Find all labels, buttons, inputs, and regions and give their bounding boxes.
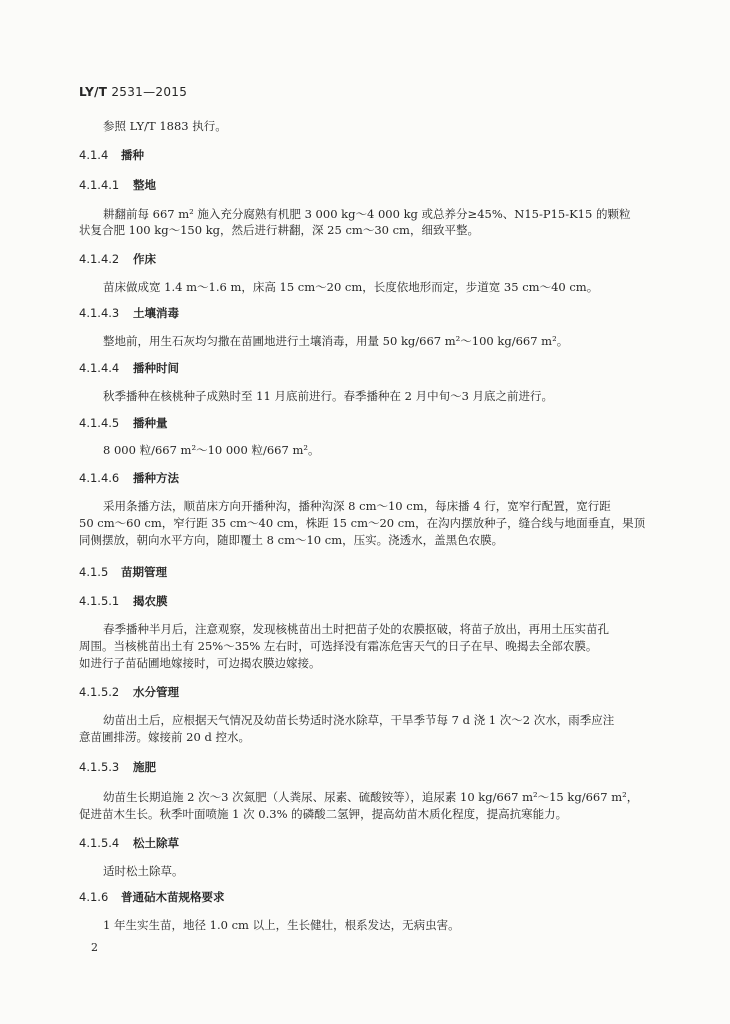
section-heading-4-1-5-1 <box>79 596 168 608</box>
section-heading-4-1-5-4 <box>79 838 179 850</box>
paragraph-line: 耕翻前每 667 m² 施入充分腐熟有机肥 3 000 kg～4 000 kg 或总养分≥45%、N15-P15-K15 的颗粒 <box>103 207 631 221</box>
paragraph-line: 整地前，用生石灰均匀撒在苗圃地进行土壤消毒，用量 50 kg/667 m²～100 kg/667 m²。 <box>103 334 569 348</box>
section-number: 4.1.5.3 <box>79 760 120 774</box>
section-number: 4.1.4.6 <box>79 471 120 485</box>
section-title: 普通砧木苗规格要求 <box>121 890 225 904</box>
paragraph-line: 幼苗生长期追施 2 次～3 次氮肥（人粪尿、尿素、硫酸铵等），追尿素 10 kg/667 m²～15 kg/667 m²， <box>103 790 639 804</box>
section-heading-4-1-5-3 <box>79 762 156 774</box>
section-heading-4-1-5-2 <box>79 687 179 699</box>
section-heading-4-1-4-6 <box>79 473 179 485</box>
paragraph-line: 状复合肥 100 kg～150 kg，然后进行耕翻，深 25 cm～30 cm，细致平整。 <box>79 223 479 237</box>
section-title: 水分管理 <box>133 685 179 699</box>
paragraph-line: 周围。当核桃苗出土有 25%～35% 左右时，可选择没有霜冻危害天气的日子在早、晚揭去全部农膜。 <box>79 639 598 653</box>
section-number: 4.1.4 <box>79 148 109 162</box>
standard-header <box>79 85 187 99</box>
section-title: 松土除草 <box>133 836 179 850</box>
section-title: 播种时间 <box>133 361 179 375</box>
section-title: 土壤消毒 <box>133 306 179 320</box>
section-heading-4-1-4 <box>79 150 144 162</box>
paragraph-line: 如进行子苗砧圃地嫁接时，可边揭农膜边嫁接。 <box>79 656 321 670</box>
section-heading-4-1-4-5 <box>79 418 168 430</box>
section-heading-4-1-5 <box>79 567 167 579</box>
paragraph-line: 意苗圃排涝。嫁接前 20 d 控水。 <box>79 730 250 744</box>
section-heading-4-1-6 <box>79 892 225 904</box>
section-heading-4-1-4-1 <box>79 180 156 192</box>
section-title: 苗期管理 <box>121 565 167 579</box>
section-number: 4.1.4.3 <box>79 306 120 320</box>
section-heading-4-1-4-4 <box>79 363 179 375</box>
section-number: 4.1.4.4 <box>79 361 120 375</box>
reference-line: 参照 LY/T 1883 执行。 <box>103 119 227 133</box>
paragraph-line: 50 cm～60 cm，窄行距 35 cm～40 cm，株距 15 cm～20 cm，在沟内摆放种子，缝合线与地面垂直，果顶 <box>79 516 646 530</box>
section-number: 4.1.5.4 <box>79 836 120 850</box>
paragraph-line: 春季播种半月后，注意观察，发现核桃苗出土时把苗子处的农膜抠破，将苗子放出，再用土压实苗孔 <box>103 622 609 636</box>
section-title: 播种 <box>121 148 144 162</box>
section-title: 整地 <box>133 178 156 192</box>
section-number: 4.1.6 <box>79 890 109 904</box>
paragraph-line: 苗床做成宽 1.4 m～1.6 m，床高 15 cm～20 cm，长度依地形而定，步道宽 35 cm～40 cm。 <box>103 280 599 294</box>
section-title: 揭农膜 <box>133 594 168 608</box>
section-number: 4.1.4.1 <box>79 178 120 192</box>
section-number: 4.1.4.5 <box>79 416 120 430</box>
standard-code: LY/T <box>79 85 108 99</box>
paragraph-line: 幼苗出土后，应根据天气情况及幼苗长势适时浇水除草，干旱季节每 7 d 浇 1 次～2 次水，雨季应注 <box>103 713 615 727</box>
section-heading-4-1-4-3 <box>79 308 179 320</box>
page-number: 2 <box>91 941 98 954</box>
section-title: 播种量 <box>133 416 168 430</box>
section-title: 作床 <box>133 252 156 266</box>
paragraph-line: 促进苗木生长。秋季叶面喷施 1 次 0.3% 的磷酸二氢钾，提高幼苗木质化程度，提高抗寒能力。 <box>79 807 568 821</box>
section-number: 4.1.5 <box>79 565 109 579</box>
section-number: 4.1.4.2 <box>79 252 120 266</box>
paragraph-line: 1 年生实生苗，地径 1.0 cm 以上，生长健壮，根系发达，无病虫害。 <box>103 918 460 932</box>
section-heading-4-1-4-2 <box>79 254 156 266</box>
paragraph-line: 秋季播种在核桃种子成熟时至 11 月底前进行。春季播种在 2 月中旬～3 月底之前进行。 <box>103 389 554 403</box>
section-number: 4.1.5.2 <box>79 685 120 699</box>
paragraph-line: 采用条播方法，顺苗床方向开播种沟，播种沟深 8 cm～10 cm，每床播 4 行，宽窄行配置，宽行距 <box>103 499 611 513</box>
section-title: 播种方法 <box>133 471 179 485</box>
section-number: 4.1.5.1 <box>79 594 120 608</box>
standard-number: 2531—2015 <box>111 85 188 99</box>
paragraph-line: 8 000 粒/667 m²～10 000 粒/667 m²。 <box>103 443 320 457</box>
section-title: 施肥 <box>133 760 156 774</box>
paragraph-line: 适时松土除草。 <box>103 864 184 878</box>
paragraph-line: 同侧摆放，朝向水平方向，随即覆土 8 cm～10 cm，压实。浇透水，盖黑色农膜。 <box>79 533 504 547</box>
